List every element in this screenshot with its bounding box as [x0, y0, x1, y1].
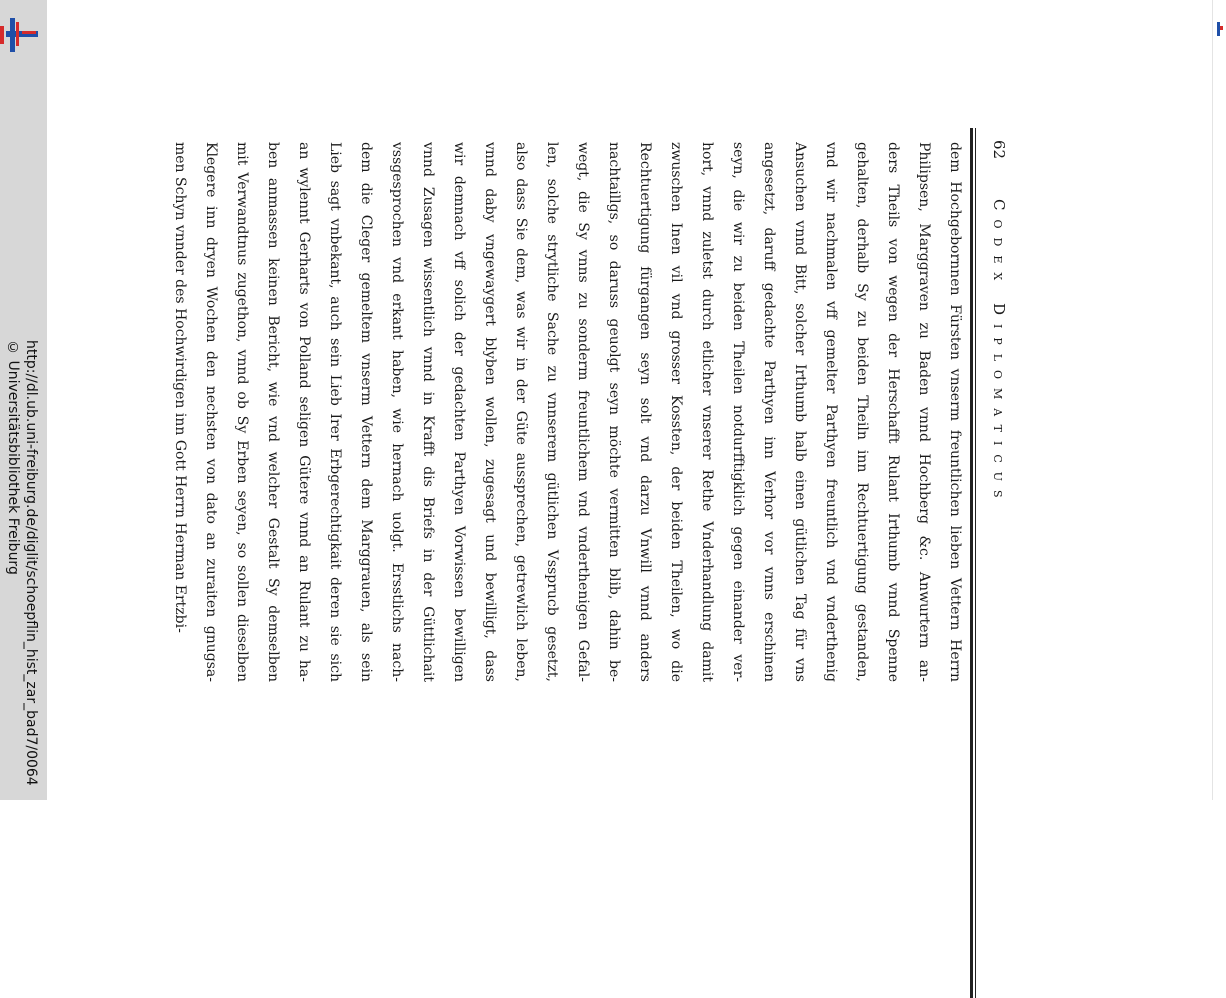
text-line: nachtaillgs, so daruss geuolgt seyn möchte vermitten blib, dahin be-	[606, 142, 622, 682]
text-line: vnnd daby vngewaygert blyben wollen, zugesagt und bewilligt, dass	[482, 142, 498, 682]
text-line: also dass Sie dem, was wir in der Güte aussprechen, getrewlich leben,	[513, 142, 529, 682]
text-line: zwuschen Inen vil vnd grosser Kossten, der beiden Theilen, wo die	[668, 142, 684, 682]
text-line: wir demnach vff solich der gedachten Parthyen Vorwissen bewilligen	[451, 142, 467, 682]
scanned-page	[172, 140, 1014, 998]
text-line: Lieb sagt vnbekant, auch sein Lieb Irer Erbgerechtigkait deren sie sich	[327, 142, 343, 682]
text-line: vnd wir nachmalen vff gemelter Parthyen freuntlich vnd vnderthenig	[823, 142, 839, 682]
text-line: hort, vnnd zuletst durch etlicher vnserer Rethe Vnderhandlung damit	[699, 142, 715, 682]
page-text	[172, 142, 970, 682]
source-citation	[4, 340, 40, 786]
text-line: wegt, die Sy vnns zu sonderm freuntlichem vnd vnderthenigen Gefal-	[575, 142, 591, 682]
page-header	[984, 140, 1014, 740]
text-line: mit Verwandtnus zugethon, vnnd ob Sy Erben seyen, so sollen dieselben	[234, 142, 250, 682]
text-line: gehalten, derhalb Sy zu beiden Theiln inn Rechtuertigung gestanden,	[854, 142, 870, 682]
text-line: an wylennt Gerharts von Polland seligen Gütere vnnd an Rulant zu ha-	[296, 142, 312, 682]
text-line: men Schyn vnnder des Hochwirdigen inn Gott Herrn Herman Ertzbi-	[172, 142, 188, 633]
text-line: Ansuchen vnnd Bitt, solcher Irthumb halb einen gütlichen Tag für vns	[792, 142, 808, 682]
text-line: seyn, die wir zu beiden Theilen notdurfftigklich gegen einander ver-	[730, 142, 746, 682]
header-rule	[970, 128, 976, 998]
text-line: ders Theils von wegen der Herschafft Rulant Irthumb vnnd Spenne	[885, 142, 901, 682]
copyright-notice: © Universitätsbibliothek Freiburg	[5, 340, 21, 575]
page-marker-icon	[1217, 22, 1223, 36]
text-line: dem Hochgebornnen Fürsten vnserm freuntlichen lieben Vettern Herrn	[947, 142, 963, 682]
text-line: angesetzt, daruff gedachte Parthyen inn Verhor vor vnns erschinen	[761, 142, 777, 682]
right-margin	[1212, 0, 1226, 800]
text-line: dem die Cleger gemeltem vnserm Vettern dem Marggrauen, als sein	[358, 142, 374, 682]
text-line: vssgesprochen vnd erkant haben, wie hernach uolgt. Ersstlichs nach-	[389, 142, 405, 682]
text-line: len, solche strytliche Sache zu vnnserem gütlichen Vssprucb gesetzt,	[544, 142, 560, 682]
source-url[interactable]: http://dl.ub.uni-freiburg.de/diglit/schoepflin_hist_zar_bad7/0064	[23, 340, 39, 786]
library-logo-icon[interactable]	[0, 18, 40, 52]
text-line: Rechtuertigung fürgangen seyn solt vnd darzu Vnwill vnnd anders	[637, 142, 653, 682]
text-line: ben anmassen keinen Bericht, wie vnd welcher Gestalt Sy demselben	[265, 142, 281, 682]
running-title: Codex Diplomaticus	[990, 199, 1008, 507]
page-number: 62	[990, 140, 1008, 160]
text-line: vnnd Zusagen wissentlich vnnd in Krafft dis Briefs in der Güttlichait	[420, 142, 436, 682]
text-line: Philipsen, Marggraven zu Baden vnnd Hochberg &c. Anwurtern an-	[916, 142, 932, 682]
viewer-sidebar	[0, 0, 47, 800]
text-line: Klegere inn dryen Wochen den nechsten von dato an zuraiten gnugsa-	[203, 142, 219, 682]
